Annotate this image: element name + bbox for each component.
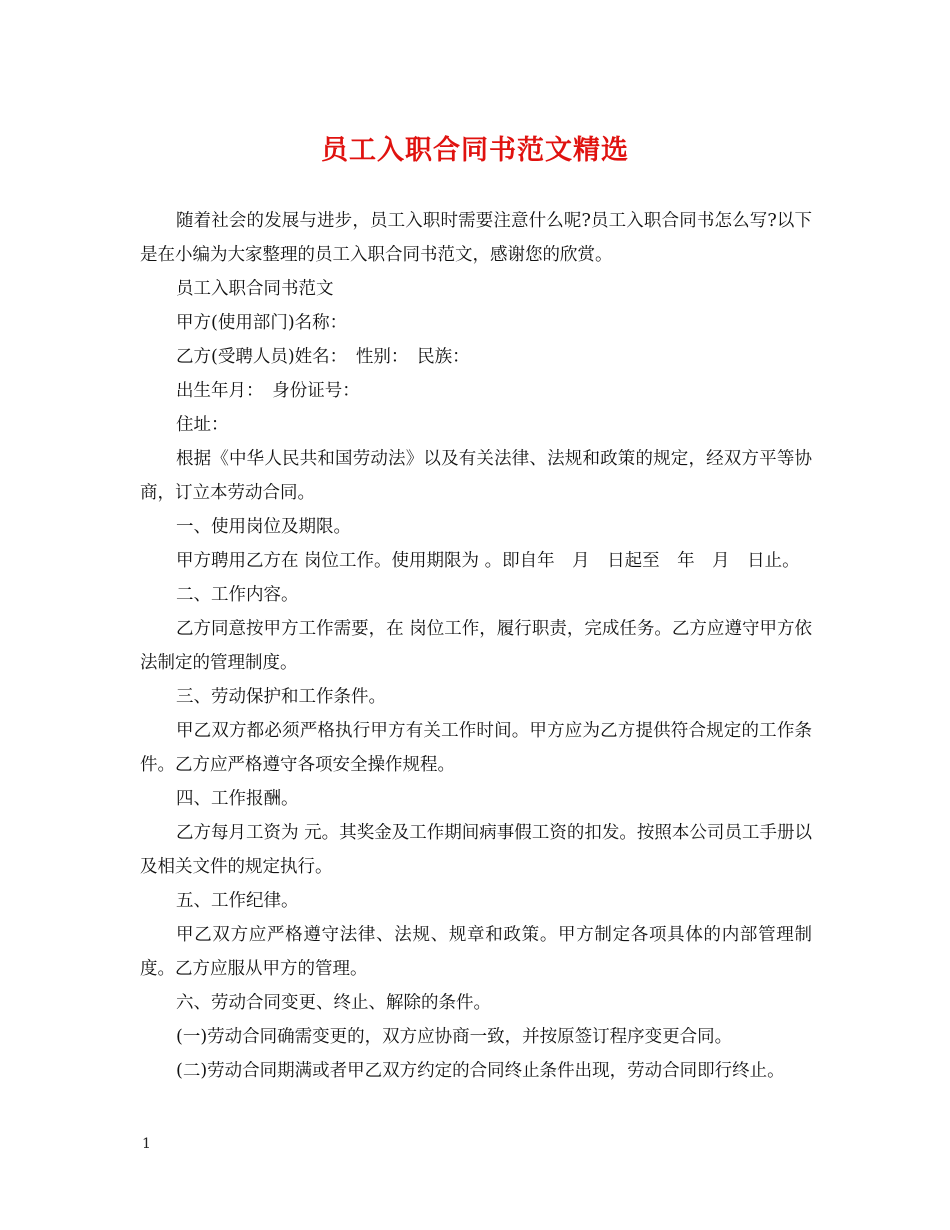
paragraph-party-a: 甲方(使用部门)名称： [176, 313, 348, 333]
section-2-body: 乙方同意按甲方工作需要，在 岗位工作，履行职责，完成任务。乙方应遵守甲方依法制定的管理制度。 [140, 619, 812, 673]
section-4-heading: 四、工作报酬。 [176, 789, 299, 809]
section-6-item-1: (一)劳动合同确需变更的，双方应协商一致，并按原签订程序变更合同。 [176, 1027, 733, 1047]
document-title: 员工入职合同书范文精选 [321, 135, 629, 166]
paragraph-birth-id: 出生年月： 身份证号： [176, 381, 360, 401]
paragraph-basis: 根据《中华人民共和国劳动法》以及有关法律、法规和政策的规定，经双方平等协商，订立本劳动合同。 [140, 449, 812, 503]
section-6-item-2: (二)劳动合同期满或者甲乙双方约定的合同终止条件出现，劳动合同即行终止。 [176, 1061, 785, 1081]
section-1-heading: 一、使用岗位及期限。 [176, 517, 351, 537]
section-3-heading: 三、劳动保护和工作条件。 [176, 687, 386, 707]
section-1-body: 甲方聘用乙方在 岗位工作。使用期限为 。即自年 月 日起至 年 月 日止。 [176, 551, 800, 571]
section-5-heading: 五、工作纪律。 [176, 891, 299, 911]
paragraph-intro: 随着社会的发展与进步，员工入职时需要注意什么呢?员工入职合同书怎么写?以下是在小编为大家整理的员工入职合同书范文，感谢您的欣赏。 [140, 211, 812, 265]
paragraph-heading: 员工入职合同书范文 [176, 279, 334, 299]
paragraph-party-b: 乙方(受聘人员)姓名： 性别： 民族： [176, 347, 470, 367]
page-number: 1 [142, 1136, 151, 1152]
section-3-body: 甲乙双方都必须严格执行甲方有关工作时间。甲方应为乙方提供符合规定的工作条件。乙方应严格遵守各项安全操作规程。 [140, 721, 812, 775]
section-4-body: 乙方每月工资为 元。其奖金及工作期间病事假工资的扣发。按照本公司员工手册以及相关文件的规定执行。 [140, 823, 812, 877]
paragraph-address: 住址： [176, 415, 229, 435]
section-5-body: 甲乙双方应严格遵守法律、法规、规章和政策。甲方制定各项具体的内部管理制度。乙方应服从甲方的管理。 [140, 925, 812, 979]
document-body [140, 204, 812, 1088]
section-6-heading: 六、劳动合同变更、终止、解除的条件。 [176, 993, 491, 1013]
section-2-heading: 二、工作内容。 [176, 585, 299, 605]
